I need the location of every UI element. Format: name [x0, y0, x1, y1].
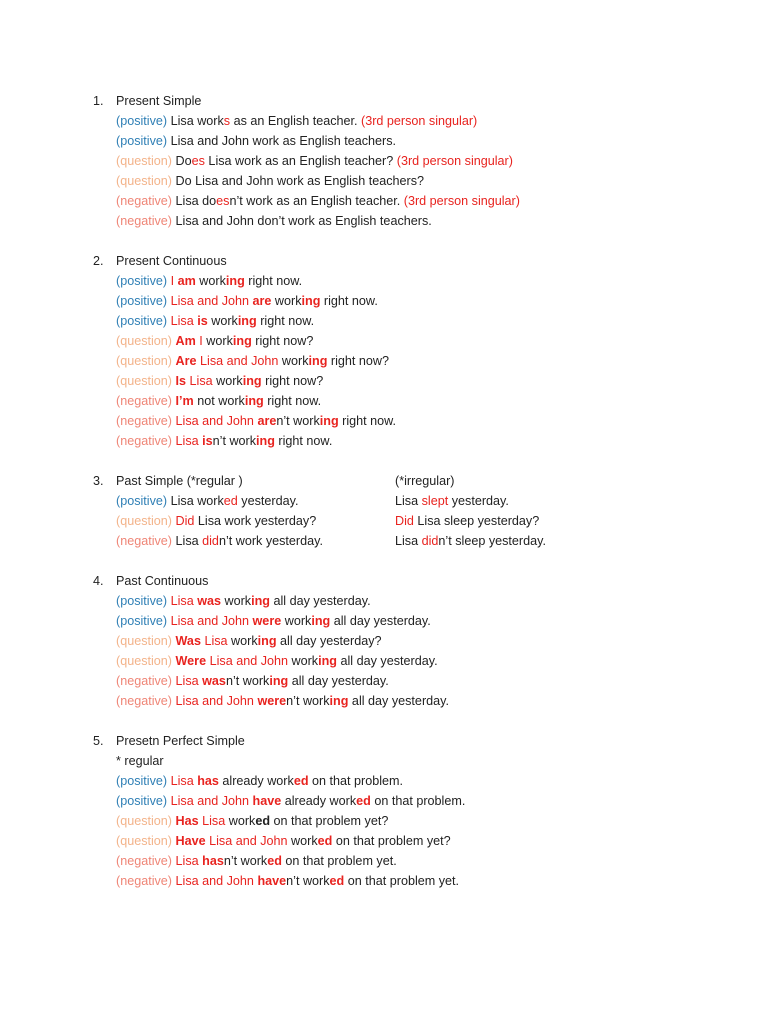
text-segment: (positive) [116, 134, 168, 148]
text-segment: right now? [327, 354, 390, 368]
text-segment: Lisa sleep yesterday? [413, 514, 540, 528]
text-segment: Lisa and John [172, 694, 258, 708]
text-segment: already work [281, 794, 357, 808]
text-segment: Do [172, 154, 192, 168]
text-segment: Lisa and John [205, 834, 288, 848]
text-segment: Lisa [172, 534, 203, 548]
example-line [116, 371, 323, 391]
text-segment: n’t sleep yesterday. [438, 534, 546, 548]
text-segment: Lisa work [167, 114, 224, 128]
section-title [116, 251, 227, 271]
text-segment: Past Simple (*regular ) [116, 474, 243, 488]
text-segment: (positive) [116, 594, 168, 608]
text-segment: work [225, 814, 256, 828]
section-subtitle-irregular [395, 471, 454, 491]
example-line [116, 411, 396, 431]
text-segment: (question) [116, 334, 173, 348]
text-segment: (negative) [116, 694, 173, 708]
text-segment: ing [269, 674, 289, 688]
example-line [116, 211, 432, 231]
text-segment: (question) [116, 634, 173, 648]
text-segment: ed [223, 494, 238, 508]
text-segment: work [212, 374, 243, 388]
text-segment: Lisa [186, 374, 213, 388]
text-segment: Did [175, 514, 195, 528]
text-segment: Lisa [167, 774, 198, 788]
text-segment: n’t work [286, 874, 330, 888]
text-segment: was [202, 674, 226, 688]
text-segment: (positive) [116, 114, 168, 128]
text-segment: (positive) [116, 794, 168, 808]
section-title [116, 571, 208, 591]
text-segment: is [202, 434, 213, 448]
text-segment: (negative) [116, 854, 173, 868]
text-segment: as an English teacher. [230, 114, 362, 128]
text-segment: s [223, 114, 231, 128]
text-segment: Lisa and John [167, 614, 253, 628]
example-line [116, 391, 321, 411]
text-segment: (*irregular) [395, 474, 455, 488]
text-segment: Present Simple [116, 94, 202, 108]
text-segment: (question) [116, 654, 173, 668]
text-segment: on that problem. [308, 774, 404, 788]
text-segment: Presetn Perfect Simple [116, 734, 245, 748]
example-line [116, 511, 316, 531]
text-segment: Lisa [200, 634, 228, 648]
text-segment: not work [193, 394, 245, 408]
text-segment: Do Lisa and John work as English teachers? [172, 174, 425, 188]
section-number: 5. [93, 734, 104, 748]
text-segment: right now. [256, 314, 315, 328]
text-segment: Lisa do [172, 194, 217, 208]
text-segment: (positive) [116, 314, 168, 328]
text-segment: ing [318, 654, 337, 668]
example-line [116, 191, 520, 211]
text-segment: (negative) [116, 194, 173, 208]
text-segment: Lisa and John don’t work as English teachers. [172, 214, 432, 228]
example-line [116, 111, 477, 131]
example-line [116, 611, 431, 631]
text-segment: n’t work as an English teacher. [229, 194, 404, 208]
text-segment: Lisa and John [196, 354, 279, 368]
text-segment: (negative) [116, 414, 173, 428]
section-number: 3. [93, 474, 104, 488]
text-segment: Were [175, 654, 207, 668]
text-segment: ed [329, 874, 345, 888]
text-segment: es [191, 154, 205, 168]
text-segment: all day yesterday? [276, 634, 382, 648]
text-segment: all day yesterday. [330, 614, 431, 628]
example-line [116, 811, 388, 831]
text-segment: work [221, 594, 252, 608]
text-segment: n’t work [225, 674, 270, 688]
text-segment: ed [317, 834, 333, 848]
example-line [116, 591, 371, 611]
example-line [116, 311, 314, 331]
text-segment: ing [242, 374, 262, 388]
text-segment: work [287, 834, 318, 848]
example-line [116, 151, 513, 171]
text-segment: right now. [338, 414, 397, 428]
text-segment: Lisa [198, 814, 226, 828]
text-segment: ing [311, 614, 331, 628]
text-segment: Lisa [167, 594, 198, 608]
text-segment: (3rd person singular) [396, 154, 513, 168]
text-segment: Is [175, 374, 187, 388]
example-line [116, 291, 378, 311]
text-segment: ing [329, 694, 349, 708]
text-segment: ing [319, 414, 339, 428]
text-segment: Past Continuous [116, 574, 209, 588]
text-segment: Lisa [172, 434, 203, 448]
example-line [116, 691, 449, 711]
text-segment: (question) [116, 514, 173, 528]
text-segment: Am [175, 334, 196, 348]
irregular-example-line [395, 511, 539, 531]
text-segment: ed [293, 774, 309, 788]
text-segment: I’m [175, 394, 194, 408]
text-segment: has [202, 854, 224, 868]
text-segment: (negative) [116, 674, 173, 688]
text-segment: es [216, 194, 230, 208]
text-segment: Lisa and John [206, 654, 289, 668]
text-segment: Lisa [172, 674, 203, 688]
text-segment: work [227, 634, 258, 648]
text-segment: Lisa [395, 534, 422, 548]
text-segment: (3rd person singular) [403, 194, 520, 208]
text-segment: on that problem yet. [344, 874, 460, 888]
section-number: 1. [93, 94, 104, 108]
example-line [116, 851, 397, 871]
text-segment: right now? [251, 334, 314, 348]
text-segment: Has [175, 814, 199, 828]
example-line [116, 531, 323, 551]
text-segment: work [271, 294, 302, 308]
text-segment: are [252, 294, 272, 308]
text-segment: Have [175, 834, 206, 848]
text-segment: right now. [274, 434, 333, 448]
example-line [116, 631, 382, 651]
irregular-example-line [395, 491, 509, 511]
text-segment: n’t work yesterday. [218, 534, 323, 548]
example-line [116, 431, 332, 451]
text-segment: right now. [320, 294, 378, 308]
text-segment: (negative) [116, 434, 173, 448]
example-line [116, 871, 459, 891]
text-segment: work [278, 354, 309, 368]
section-number: 2. [93, 254, 104, 268]
example-line [116, 271, 302, 291]
text-segment: all day yesterday. [337, 654, 438, 668]
text-segment: n’t work [212, 434, 257, 448]
text-segment: are [257, 414, 277, 428]
section-title [116, 91, 201, 111]
text-segment: (question) [116, 154, 173, 168]
text-segment: have [252, 794, 282, 808]
text-segment: was [197, 594, 222, 608]
text-segment: ing [232, 334, 252, 348]
text-segment: on that problem. [370, 794, 466, 808]
text-segment: ed [255, 814, 271, 828]
text-segment: yesterday. [448, 494, 509, 508]
example-line [116, 131, 396, 151]
text-segment: Lisa and John [172, 414, 258, 428]
text-segment: already work [218, 774, 294, 788]
text-segment: ing [251, 594, 270, 608]
text-segment: Lisa work as an English teacher? [204, 154, 397, 168]
text-segment: Was [175, 634, 201, 648]
text-segment: yesterday. [237, 494, 299, 508]
text-segment: has [197, 774, 219, 788]
text-segment: Lisa [167, 314, 198, 328]
section-number: 4. [93, 574, 104, 588]
text-segment: n’t work [223, 854, 268, 868]
text-segment: have [257, 874, 287, 888]
text-segment: ed [267, 854, 282, 868]
text-segment: (positive) [116, 774, 168, 788]
example-line [116, 331, 313, 351]
text-segment: ing [257, 634, 277, 648]
text-segment: Lisa and John [172, 874, 258, 888]
text-segment: work [207, 314, 238, 328]
text-segment: n’t work [286, 694, 330, 708]
text-segment: work [288, 654, 319, 668]
text-segment: (negative) [116, 394, 173, 408]
text-segment: is [197, 314, 208, 328]
text-segment: Lisa work [167, 494, 224, 508]
text-segment: (positive) [116, 614, 168, 628]
text-segment: (negative) [116, 214, 173, 228]
text-segment: were [257, 694, 287, 708]
text-segment: slept [421, 494, 449, 508]
text-segment: work [281, 614, 312, 628]
text-segment: (3rd person singular) [361, 114, 478, 128]
text-segment: Lisa [172, 854, 203, 868]
section-title [116, 731, 245, 751]
text-segment: Lisa and John [167, 794, 253, 808]
text-segment: (question) [116, 814, 173, 828]
text-segment: ing [225, 274, 245, 288]
text-segment: Did [395, 514, 414, 528]
text-segment: ing [308, 354, 328, 368]
text-segment: (positive) [116, 274, 168, 288]
example-line [116, 791, 465, 811]
text-segment: ing [237, 314, 257, 328]
text-segment: right now. [263, 394, 322, 408]
text-segment: all day yesterday. [270, 594, 371, 608]
irregular-example-line [395, 531, 546, 551]
text-segment: right now. [244, 274, 303, 288]
example-line [116, 171, 424, 191]
text-segment: (positive) [116, 494, 168, 508]
text-segment: Present Continuous [116, 254, 227, 268]
text-segment: ed [356, 794, 371, 808]
text-segment: on that problem yet? [332, 834, 451, 848]
text-segment: am [177, 274, 196, 288]
text-segment: (question) [116, 834, 173, 848]
text-segment: Lisa and John work as English teachers. [167, 134, 397, 148]
text-segment: did [421, 534, 439, 548]
text-segment: (negative) [116, 874, 173, 888]
text-segment: n’t work [276, 414, 320, 428]
example-line [116, 351, 389, 371]
text-segment: work [202, 334, 233, 348]
text-segment: ing [301, 294, 321, 308]
text-segment: on that problem yet? [270, 814, 389, 828]
text-segment: right now? [261, 374, 324, 388]
text-segment: Lisa [395, 494, 422, 508]
text-segment: (question) [116, 174, 173, 188]
example-line [116, 671, 389, 691]
text-segment: ing [244, 394, 264, 408]
text-segment: I [167, 274, 178, 288]
text-segment: on that problem yet. [281, 854, 397, 868]
example-line [116, 491, 298, 511]
text-segment: Lisa and John [167, 294, 253, 308]
text-segment: were [252, 614, 282, 628]
text-segment: all day yesterday. [288, 674, 389, 688]
text-segment: (negative) [116, 534, 173, 548]
example-line [116, 771, 403, 791]
text-segment: work [195, 274, 226, 288]
text-segment: * regular [116, 754, 164, 768]
example-line [116, 831, 451, 851]
text-segment: (positive) [116, 294, 168, 308]
text-segment: Lisa work yesterday? [194, 514, 317, 528]
text-segment: Are [175, 354, 197, 368]
text-segment: (question) [116, 374, 173, 388]
text-segment: ing [256, 434, 275, 448]
text-segment: (question) [116, 354, 173, 368]
example-line [116, 651, 438, 671]
text-segment: I [195, 334, 203, 348]
text-segment: did [202, 534, 219, 548]
text-segment: all day yesterday. [348, 694, 450, 708]
section-title [116, 471, 243, 491]
example-line [116, 751, 164, 771]
